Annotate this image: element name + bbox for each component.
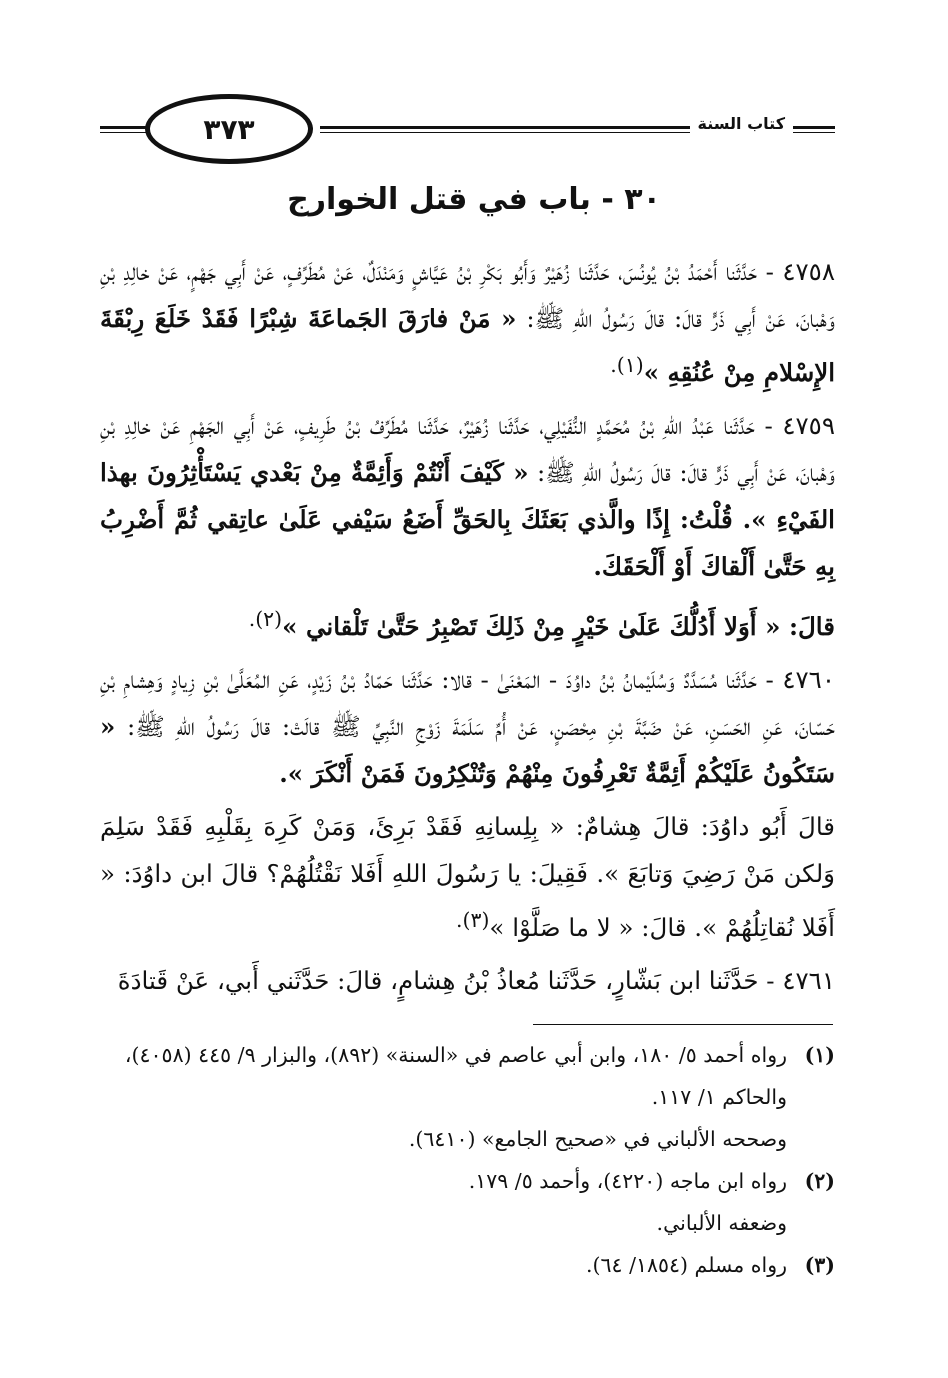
footnote-3-mark: (٣) — [804, 1253, 835, 1277]
footnote-1-mark: (١) — [804, 1043, 835, 1067]
footnote-1-text: رواه أحمد ٥/ ١٨٠، وابن أبي عاصم في «السنة» (٨٩٢)، والبزار ٩/ ٤٤٥ (٤٠٥٨)، والحاكم ١/ ١١٧. — [124, 1043, 787, 1109]
body-text — [100, 248, 835, 1010]
header-dash — [799, 126, 835, 129]
footnote-ref-2: (٢). — [248, 607, 283, 632]
footnote-3 — [100, 1244, 835, 1286]
hadith-4759-matn: « كَيْفَ أَنْتُمْ وَأَئِمَّةٌ مِنْ بَعْدي يَسْتَأْثِرُونَ بهذا الفَيْءِ ». قُلْتُ: إِذًا والَّذي بَعَثَكَ بِالحَقِّ أَضَعُ سَيْفي عَلَىٰ عاتِقي ثُمَّ أَضْرِبُ بِهِ حَتَّىٰ أَلْقاكَ أَوْ أَلْحَقَكَ. — [100, 458, 835, 582]
footnote-2-continuation: وضعفه الألباني. — [656, 1211, 787, 1235]
chapter-title: ٣٠ - باب في قتل الخوارج — [287, 182, 661, 217]
footnote-separator — [533, 1024, 833, 1025]
footnote-2 — [100, 1160, 835, 1202]
hadith-4759-qal: قالَ: « أَوَلا أَدُلُّكَ عَلَىٰ خَيْرٍ مِنْ ذَلِكَ تَصْبِرُ حَتَّىٰ تَلْقاني » — [282, 612, 835, 642]
hadith-4758-isnad: ٤٧٥٨ - حَدَّثَنا أَحْمَدُ بْنُ يُونُسَ، حَدَّثَنا زُهَيْرٌ وَأَبُو بَكْرِ بْنُ عَيَّاشٍ وَمَنْدَلٌ، عَنْ مُطَرِّفٍ، عَنْ أَبِي جَهْمٍ، عَنْ خالِدِ بْنِ وَهْبانَ، عَنْ أَبِي ذَرٍّ قالَ: قالَ رَسُولُ اللهِ ﷺ: — [100, 257, 835, 333]
page-header — [100, 92, 835, 172]
hadith-4760-abu-dawud: قالَ أَبُو داوُدَ: قالَ هِشامٌ: « بِلِسانِهِ فَقَدْ بَرِئَ، وَمَنْ كَرِهَ بِقَلْبِهِ فَقَدْ سَلِمَ وَلكن مَنْ رَضِيَ وَتابَعَ ». فَقِيلَ: يا رَسُولَ اللهِ أَفَلا نَقْتُلُهُمْ؟ قالَ ابن داوُدَ: « أَفَلا نُقاتِلُهُمْ ». قالَ: « لا ما صَلَّوْا » — [100, 812, 835, 943]
hadith-4760 — [100, 656, 835, 797]
footnote-ref-1: (١). — [610, 353, 644, 377]
footnote-3-text: رواه مسلم (١٨٥٤/ ٦٤). — [586, 1253, 787, 1277]
footnote-2-mark: (٢) — [804, 1169, 835, 1193]
footnote-1 — [100, 1034, 835, 1118]
hadith-4760-comment — [100, 803, 835, 951]
hadith-4759-reply — [100, 596, 835, 650]
hadith-4758 — [100, 248, 835, 396]
footnote-2-text: رواه ابن ماجه (٤٢٢٠)، وأحمد ٥/ ١٧٩. — [468, 1169, 787, 1193]
hadith-4761-isnad: ٤٧٦١ - حَدَّثَنا ابن بَشّارٍ، حَدَّثَنا مُعاذُ بْنُ هِشامٍ، قالَ: حَدَّثَني أَبي، عَنْ قَتادَةَ — [117, 966, 835, 996]
hadith-4759 — [100, 402, 835, 590]
hadith-4761 — [100, 957, 835, 1004]
book-title: كتاب السنة — [690, 114, 794, 133]
header-rule-left — [100, 126, 148, 133]
hadith-4760-matn: « سَتَكُونُ عَلَيْكُمْ أَئِمَّةٌ تَعْرِفُونَ مِنْهُمْ وَتُنْكِرُونَ فَمَنْ أَنْكَرَ ». — [100, 712, 835, 789]
hadith-4760-isnad: ٤٧٦٠ - حَدَّثَنا مُسَدَّدٌ وَسُلَيْمانُ بْنُ داوُدَ - المَعْنَىٰ - قالا: حَدَّثَنا حَمّادُ بْنُ زَيْدٍ، عَنِ المُعَلَّىٰ بْنِ زِيادٍ وَهِشامِ بْنِ حَسّانَ، عَنِ الحَسَنِ، عَنْ ضَبَّةَ بْنِ مِحْصَنٍ، عَنْ أُمِّ سَلَمَةَ زَوْجِ النَّبِيِّ ﷺ قالَتْ: قالَ رَسُولُ اللهِ ﷺ: — [100, 665, 835, 742]
footnote-ref-3: (٣). — [456, 908, 490, 933]
hadith-4758-matn: « مَنْ فارَقَ الجَماعَةَ شِبْرًا فَقَدْ خَلَعَ رِبْقَةَ الإِسْلامِ مِنْ عُنُقِهِ » — [100, 304, 835, 388]
footnote-1-continuation: وصححه الألباني في «صحيح الجامع» (٦٤١٠). — [408, 1127, 787, 1151]
footnotes — [100, 1034, 835, 1286]
hadith-4759-isnad: ٤٧٥٩ - حَدَّثَنا عَبْدُ اللهِ بْنُ مُحَمَّدٍ النُّفَيْلِي، حَدَّثَنا زُهَيْرٌ، حَدَّثَنا مُطَرِّفُ بْنُ طَرِيفٍ، عَنْ أَبِي الجَهْمِ عَنْ خالِدِ بْنِ وَهْبانَ، عَنْ أَبِي ذَرٍّ قالَ: قالَ رَسُولُ اللهِ ﷺ: — [100, 411, 835, 488]
page-number: ٣٧٣ — [145, 94, 313, 164]
